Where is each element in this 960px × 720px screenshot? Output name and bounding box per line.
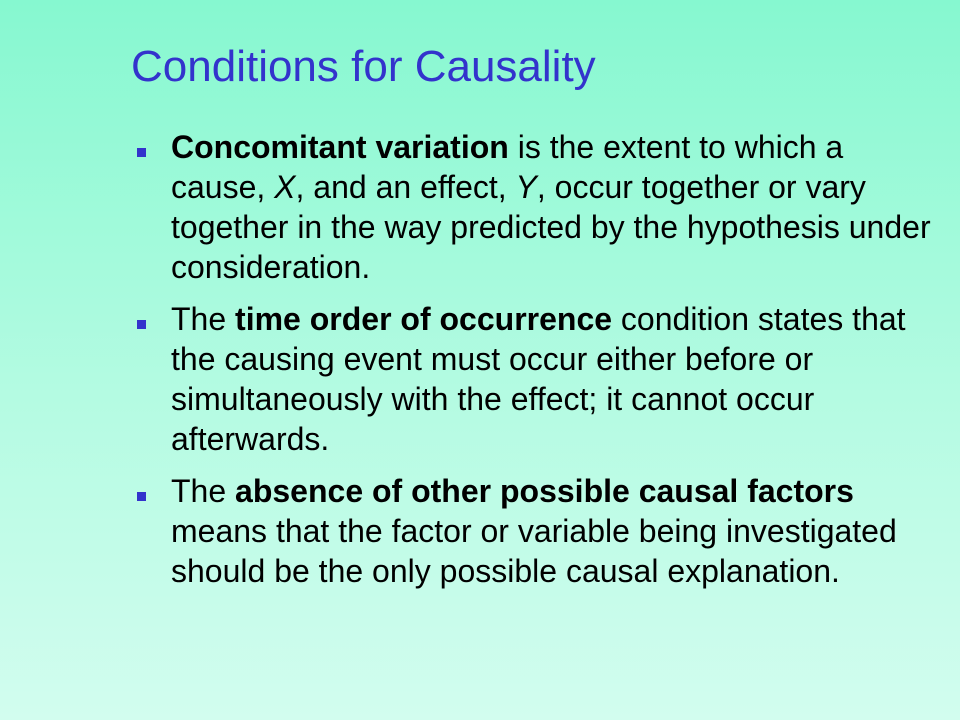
text-segment: condition states that the causing event must occur either before or simultaneously with the effect; it cannot occur afterwards.: [171, 301, 906, 457]
bullet-text: [171, 129, 931, 285]
bullet-list: [134, 127, 934, 591]
bullet-concomitant-variation: [134, 127, 934, 287]
bold-term: absence of other possible causal factors: [235, 473, 854, 509]
text-segment: means that the factor or variable being investigated should be the only possible causal explanation.: [171, 513, 897, 589]
text-segment: The: [171, 301, 236, 337]
bold-term: Concomitant variation: [171, 129, 509, 165]
square-bullet-icon: [137, 148, 146, 157]
text-segment: The: [171, 473, 236, 509]
slide-title: Conditions for Causality: [131, 42, 596, 91]
square-bullet-icon: [137, 320, 146, 329]
text-segment: is the extent to which a cause,: [171, 129, 844, 205]
bold-term: time order of occurrence: [235, 301, 613, 337]
italic-variable: Y: [515, 169, 537, 205]
text-segment: , occur together or vary together in the way predicted by the hypothesis under consideration.: [171, 169, 931, 285]
text-segment: , and an effect,: [295, 169, 516, 205]
bullet-absence-of-other-factors: [134, 471, 934, 591]
square-bullet-icon: [137, 492, 146, 501]
bullet-text: [171, 301, 906, 457]
bullet-time-order: [134, 299, 934, 459]
italic-variable: X: [274, 169, 296, 205]
bullet-text: [171, 473, 897, 589]
